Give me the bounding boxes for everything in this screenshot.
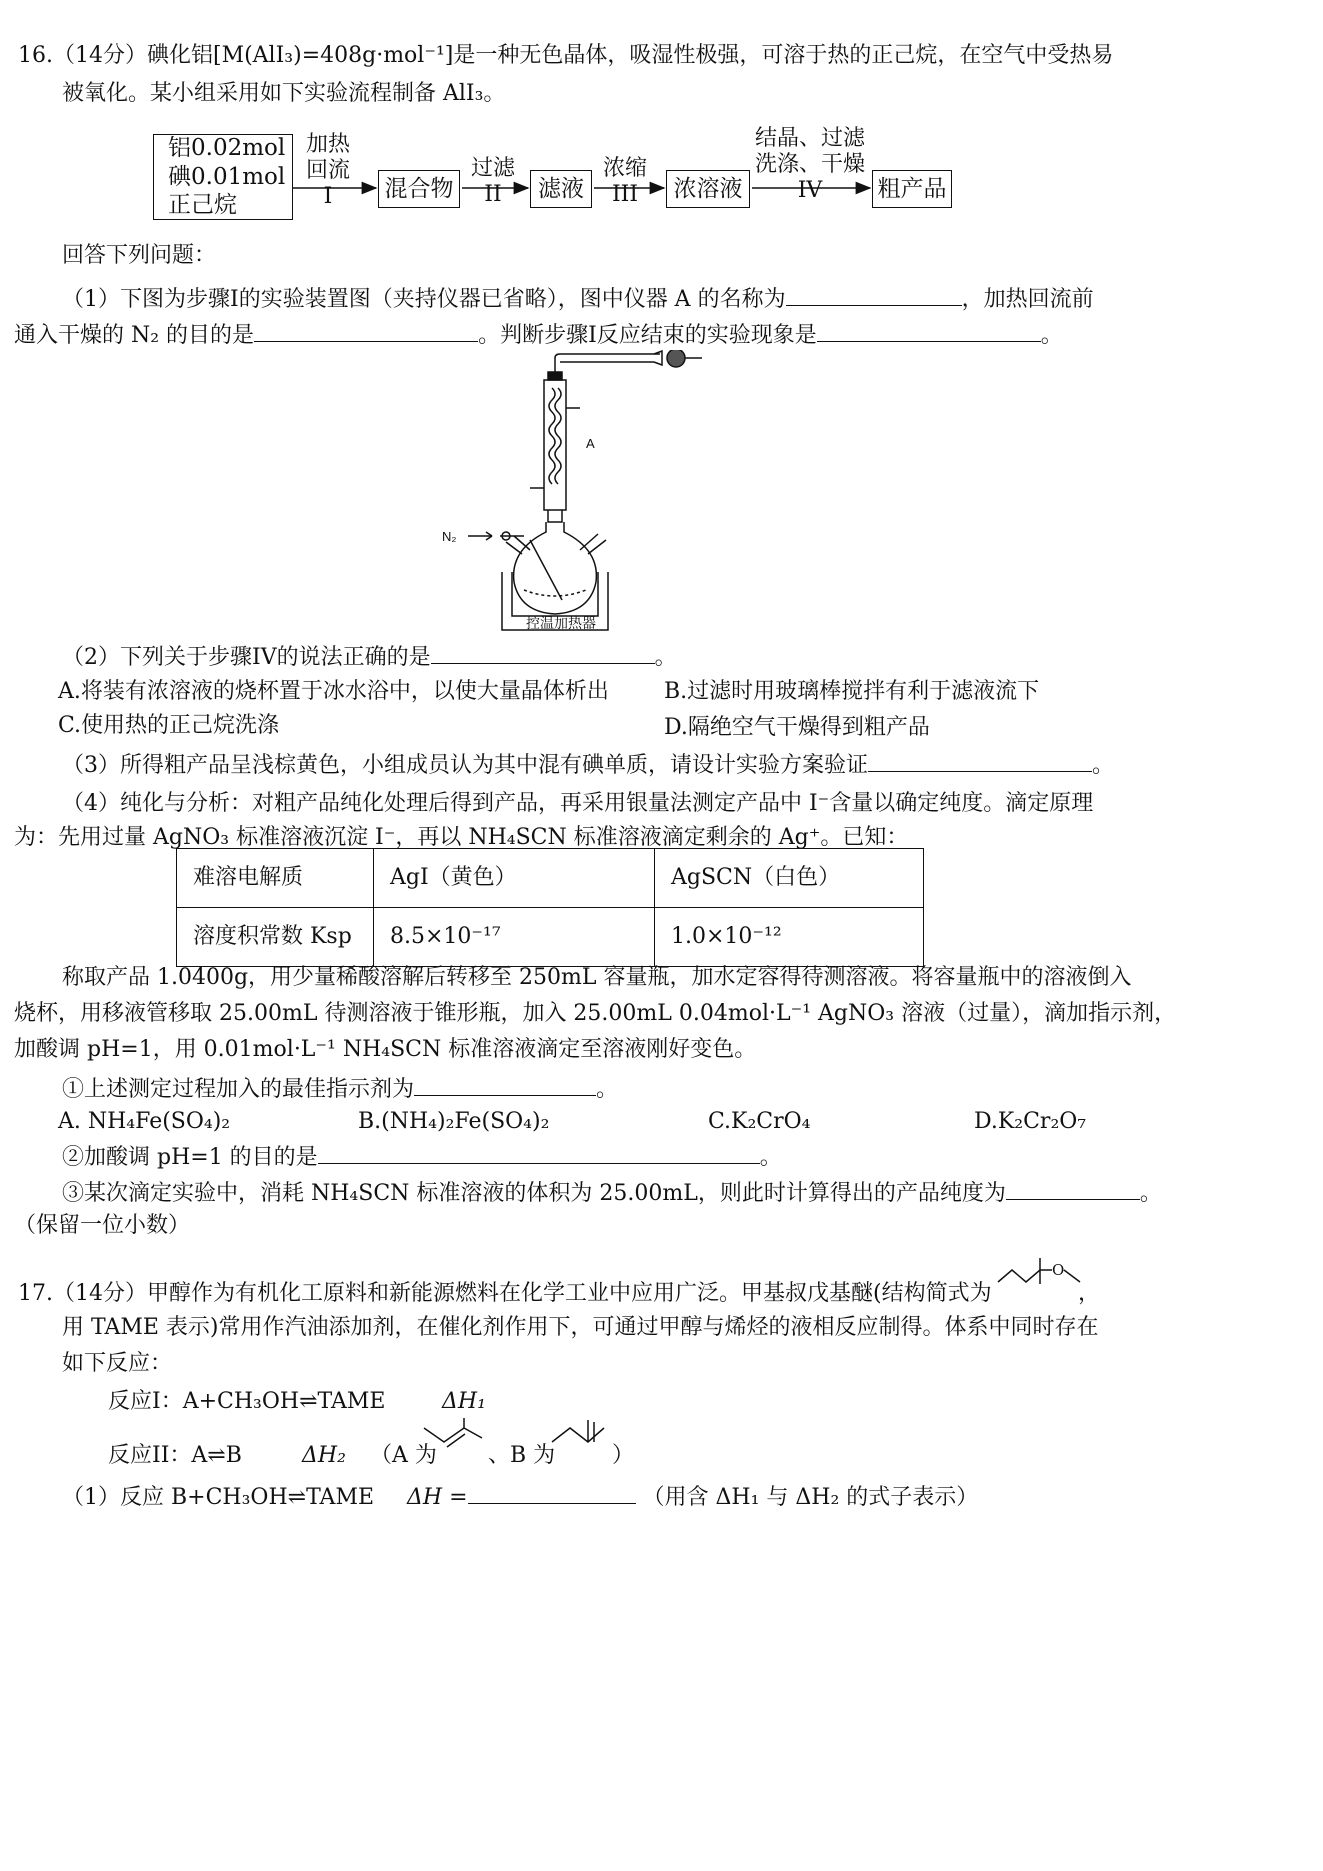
table-cell: 难溶电解质 bbox=[177, 849, 374, 908]
table-cell: 8.5×10⁻¹⁷ bbox=[374, 908, 655, 967]
answer-blank[interactable] bbox=[786, 282, 962, 306]
apparatus-label-n2: N₂ bbox=[442, 529, 457, 544]
q16-p1-line2: 通入干燥的 N₂ 的目的是 。判断步骤I反应结束的实验现象是 。 bbox=[14, 318, 1063, 352]
q16-p2-option-b[interactable]: B.过滤时用玻璃棒搅拌有利于滤液流下 bbox=[664, 679, 1040, 704]
q17-intro-line2: 用 TAME 表示)常用作汽油添加剂，在催化剂作用下，可通过甲醇与烯烃的液相反应制得。体系中同时存在 bbox=[62, 1315, 1099, 1340]
q16-p4-line1: （4）纯化与分析：对粗产品纯化处理后得到产品，再采用银量法测定产品中 I⁻含量以确定纯度。滴定原理 bbox=[62, 791, 1094, 816]
flow-start-line: 碘0.01mol bbox=[168, 163, 286, 190]
answer-blank[interactable] bbox=[1006, 1176, 1140, 1200]
q17-reaction-2-note-c: ） bbox=[612, 1443, 635, 1468]
q16-p2-option-c[interactable]: C.使用热的正己烷洗涤 bbox=[58, 713, 280, 738]
apparatus-label-heater: 控温加热器 bbox=[526, 615, 596, 631]
q16-sub3-note: （保留一位小数） bbox=[14, 1213, 191, 1238]
q16-intro-line2: 被氧化。某小组采用如下实验流程制备 AlI₃。 bbox=[62, 81, 506, 106]
reflux-apparatus-diagram bbox=[440, 350, 740, 640]
table-cell: AgI（黄色） bbox=[374, 849, 655, 908]
q17-reaction-2-dh: ΔH₂ bbox=[302, 1443, 346, 1468]
q17-p1: （1）反应 B+CH₃OH⇌TAME ΔH = （用含 ΔH₁ 与 ΔH₂ 的式子表示） bbox=[62, 1480, 978, 1514]
q16-sub1: ①上述测定过程加入的最佳指示剂为 。 bbox=[62, 1072, 618, 1106]
q17-intro-line1: 17.（14分）甲醇作为有机化工原料和新能源燃料在化学工业中应用广泛。甲基叔戊基醚(结构简式为 bbox=[18, 1281, 992, 1306]
q16-sub1-option-b[interactable]: B.(NH₄)₂Fe(SO₄)₂ bbox=[358, 1109, 550, 1134]
q16-p4-line2: 为：先用过量 AgNO₃ 标准溶液沉淀 I⁻，再以 NH₄SCN 标准溶液滴定剩余的 Ag⁺。已知： bbox=[14, 825, 909, 850]
alkene-a-structure-icon bbox=[420, 1416, 486, 1456]
apparatus-label-a: A bbox=[586, 436, 595, 451]
q16-sub1-option-a[interactable]: A. NH₄Fe(SO₄)₂ bbox=[58, 1109, 231, 1134]
q16-p2-option-a[interactable]: A.将装有浓溶液的烧杯置于冰水浴中，以使大量晶体析出 bbox=[58, 679, 609, 704]
flow-step3-label: 浓缩 III bbox=[602, 156, 647, 207]
table-cell: 溶度积常数 Ksp bbox=[177, 908, 374, 967]
q17-reaction-2-note-a: （A 为 bbox=[370, 1443, 437, 1468]
flow-crude-box: 粗产品 bbox=[872, 170, 952, 208]
answer-blank[interactable] bbox=[318, 1140, 760, 1164]
answer-prompt: 回答下列问题： bbox=[62, 243, 217, 268]
answer-blank[interactable] bbox=[817, 318, 1041, 342]
answer-blank[interactable] bbox=[468, 1480, 636, 1504]
flow-arrows bbox=[0, 0, 1323, 240]
q16-p3: （3）所得粗产品呈浅棕黄色，小组成员认为其中混有碘单质，请设计实验方案验证 。 bbox=[62, 748, 1114, 782]
q17-reaction-2: 反应II：A⇌B bbox=[108, 1443, 242, 1468]
flow-start-line: 正己烷 bbox=[168, 192, 237, 219]
q16-intro-line1: 16.（14分）碘化铝[M(AlI₃)=408g·mol⁻¹]是一种无色晶体，吸湿性极强，可溶于热的正己烷，在空气中受热易 bbox=[18, 43, 1114, 68]
q17-reaction-2-note-b: 、B 为 bbox=[488, 1443, 556, 1468]
q16-sub3: ③某次滴定实验中，消耗 NH₄SCN 标准溶液的体积为 25.00mL，则此时计算得出的产品纯度为 。 bbox=[62, 1176, 1162, 1210]
q16-sub1-option-d[interactable]: D.K₂Cr₂O₇ bbox=[974, 1109, 1087, 1134]
table-row bbox=[177, 849, 924, 908]
q17-intro-line3: 如下反应： bbox=[62, 1351, 173, 1376]
flow-step4-label: 结晶、过滤 洗涤、干燥 IV bbox=[754, 126, 865, 203]
flow-concentrate-box: 浓溶液 bbox=[666, 170, 750, 208]
q16-p4-line4: 烧杯，用移液管移取 25.00mL 待测溶液于锥形瓶，加入 25.00mL 0.04mol·L⁻¹ AgNO₃ 溶液（过量），滴加指示剂， bbox=[14, 1001, 1177, 1026]
ksp-table bbox=[176, 848, 924, 967]
tame-structure-icon bbox=[996, 1256, 1084, 1290]
q16-p4-line5: 加酸调 pH=1，用 0.01mol·L⁻¹ NH₄SCN 标准溶液滴定至溶液刚好变色。 bbox=[14, 1037, 757, 1062]
q16-p1-line1: （1）下图为步骤I的实验装置图（夹持仪器已省略），图中仪器 A 的名称为 ，加热回流前 bbox=[62, 282, 1094, 316]
q16-p4-line3: 称取产品 1.0400g，用少量稀酸溶解后转移至 250mL 容量瓶，加水定容得待测溶液。将容量瓶中的溶液倒入 bbox=[62, 965, 1132, 990]
flow-mixture-box: 混合物 bbox=[378, 170, 460, 208]
answer-blank[interactable] bbox=[868, 748, 1092, 772]
q16-sub2: ②加酸调 pH=1 的目的是 。 bbox=[62, 1140, 782, 1174]
q16-sub1-option-c[interactable]: C.K₂CrO₄ bbox=[708, 1109, 811, 1134]
q17-reaction-1: 反应I：A+CH₃OH⇌TAME bbox=[108, 1389, 386, 1414]
table-cell: AgSCN（白色） bbox=[655, 849, 924, 908]
q16-p2-option-d[interactable]: D.隔绝空气干燥得到粗产品 bbox=[664, 715, 930, 740]
alkene-b-structure-icon bbox=[548, 1416, 614, 1456]
svg-text:O: O bbox=[1052, 1261, 1065, 1279]
flow-start-line: 铝0.02mol bbox=[168, 134, 286, 161]
q16-p2: （2）下列关于步骤IV的说法正确的是 。 bbox=[62, 640, 677, 674]
flow-step1-label: 加热 回流 I bbox=[305, 132, 350, 209]
flow-step2-label: 过滤 II bbox=[470, 156, 515, 207]
answer-blank[interactable] bbox=[414, 1072, 596, 1096]
q17-intro-line1-end: ， bbox=[1078, 1281, 1101, 1306]
table-row bbox=[177, 908, 924, 967]
table-cell: 1.0×10⁻¹² bbox=[655, 908, 924, 967]
answer-blank[interactable] bbox=[254, 318, 478, 342]
answer-blank[interactable] bbox=[431, 640, 655, 664]
q17-reaction-1-dh: ΔH₁ bbox=[442, 1389, 486, 1414]
flow-filtrate-box: 滤液 bbox=[530, 170, 592, 208]
